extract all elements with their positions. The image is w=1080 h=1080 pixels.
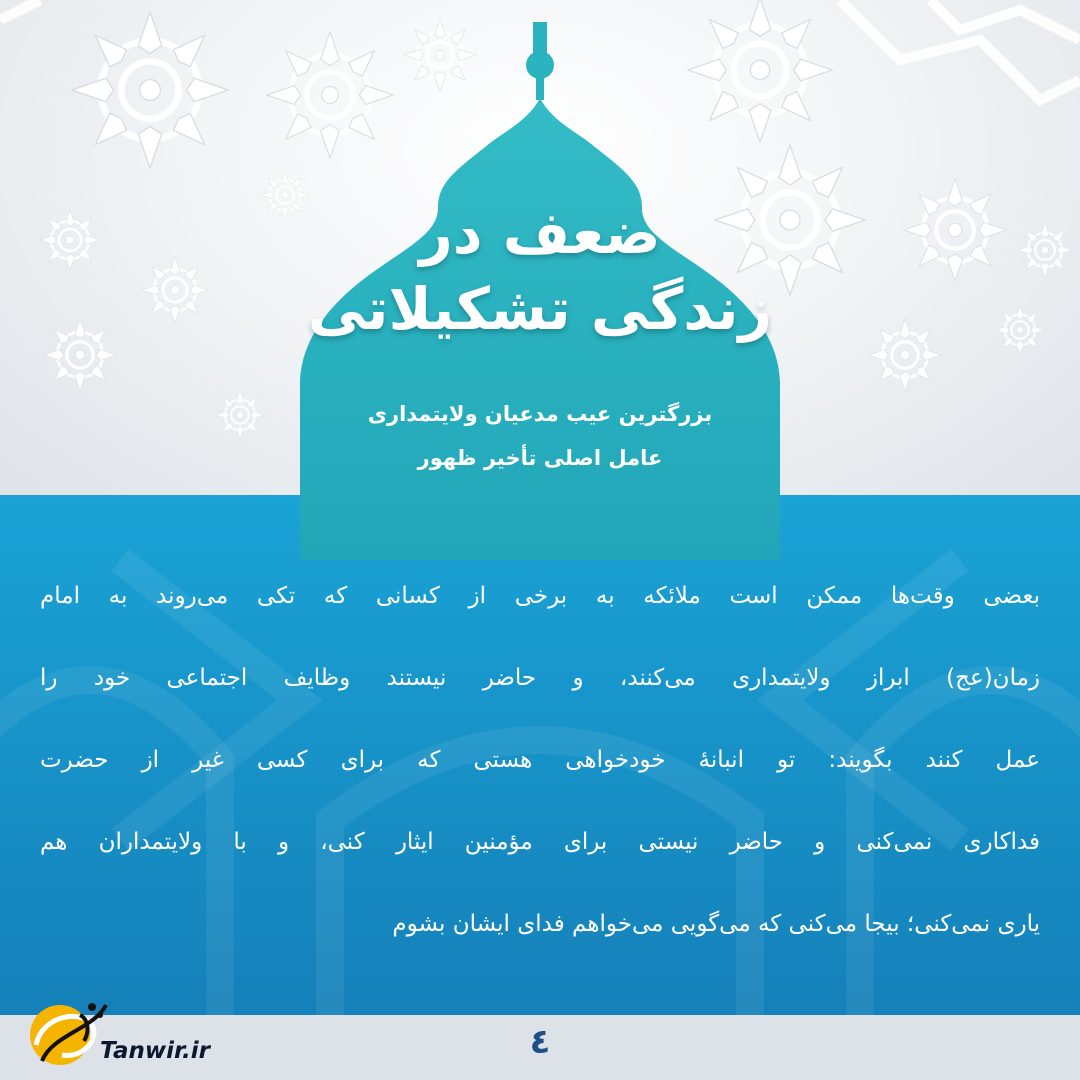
tanwir-logo-icon bbox=[22, 985, 112, 1075]
page-number: ٤ bbox=[529, 1022, 551, 1062]
page-title bbox=[300, 195, 780, 347]
body-line: زمان(عج) ابراز ولایتمداری می‌کنند، و حاضر نیستند وظایف اجتماعی خود را bbox=[40, 665, 1040, 691]
title-line-2: زندگی تشکیلاتی bbox=[308, 275, 772, 343]
site-name: Tanwir.ir bbox=[100, 1038, 211, 1064]
subtitle bbox=[300, 392, 780, 480]
body-line: فداکاری نمی‌کنی و حاضر نیستی برای مؤمنین ایثار کنی، و با ولایتمداران هم bbox=[40, 829, 1040, 855]
title-line-1: ضعف در bbox=[419, 199, 661, 267]
body-line: یاری نمی‌کنی؛ بیجا می‌کنی که می‌گویی می‌خواهم فدای ایشان بشوم bbox=[392, 911, 1040, 937]
subtitle-line-1: بزرگترین عیب مدعیان ولایتمداری bbox=[367, 402, 713, 426]
body-line: عمل کنند بگویند: تو انبانهٔ خودخواهی هستی که برای کسی غیر از حضرت bbox=[40, 747, 1040, 773]
body-line: بعضی وقت‌ها ممکن است ملائکه به برخی از کسانی که تکی می‌روند به امام bbox=[40, 583, 1040, 609]
body-text bbox=[40, 568, 1040, 978]
subtitle-line-2: عامل اصلی تأخیر ظهور bbox=[417, 446, 663, 470]
